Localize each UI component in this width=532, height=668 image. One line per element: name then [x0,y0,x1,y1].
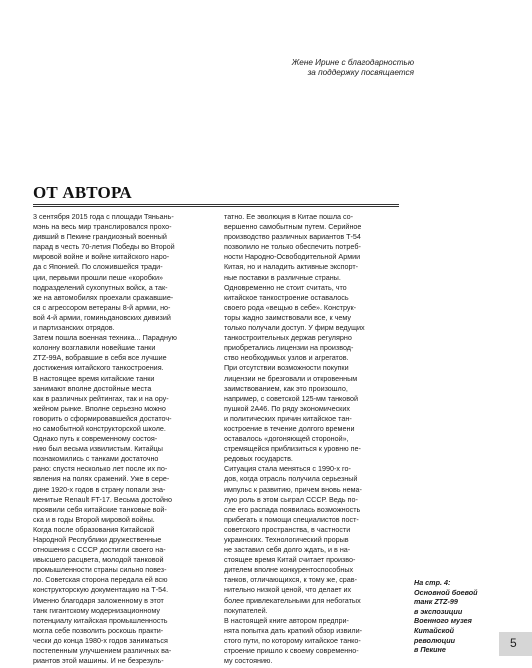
title-rule-top [33,204,399,205]
text-line: прибегать к помощи специалистов пост- [224,514,359,524]
text-line: китайское танкостроение оставалось [224,292,349,302]
text-line: танкостроительных держав регулярно [224,333,352,343]
text-line: дов, когда отрасль получила серьезный [224,474,358,484]
caption-line: революции [414,635,456,645]
caption-line: в Пекине [414,645,446,655]
text-line: ство необходимых узлов и агрегатов. [224,353,349,363]
text-line: говорить о сформировавшейся достаточ- [33,413,172,423]
text-line: Ситуация стала меняться с 1990-х го- [224,464,351,474]
text-line: танков, отличающихся, к тому же, срав- [224,575,358,585]
caption-line: танк ZTZ-99 [414,597,458,607]
text-line: стого пути, по которому китайское танко- [224,635,361,645]
text-line: приобретались лицензии на производ- [224,343,354,353]
caption-line: Основной боевой [414,587,478,597]
caption-line: в экспозиции [414,606,463,616]
text-line: и партизанских отрядов. [33,323,115,333]
text-line: пушкой 2А46. По ряду экономических [224,403,350,413]
text-line: оставалось «догоняющей стороной», [224,434,349,444]
text-line: нию был весьма извилистым. Китайцы [33,444,163,454]
text-line: импульс к развитию, причем вновь нема- [224,484,362,494]
text-line: как в различных рейтингах, так и на ору- [33,393,169,403]
text-line: ции, первыми прошли пеше «коробки» [33,272,163,282]
text-line: могла себе позволить роскошь практи- [33,625,164,635]
text-column-left [33,212,213,666]
text-line: 3 сентября 2015 года с площади Тяньань- [33,212,174,221]
text-line: мировой войне и войне китайского наро- [33,252,170,262]
text-line: нительно низкой ценой, что делает их [224,585,352,595]
text-line: только получали доступ. У фирм ведущих [224,323,365,333]
text-line: Именно благодаря заложенному в этот [33,595,164,605]
text-line: парад в честь 70-летия Победы во Второй [33,242,175,252]
text-line: колонну возглавили новейшие танки [33,343,156,353]
text-line: торы жадно заимствовали все, к чему [224,312,351,322]
text-line: достижения китайского танкостроения. [33,363,164,373]
text-line: дивший в Пекине грандиозный военный [33,232,167,242]
text-line: редовых государств. [224,454,293,464]
text-line: рано: спустя несколько лет после их по- [33,464,168,474]
dedication-line: за поддержку посвящается [307,68,414,77]
caption-line: Военного музея [414,616,472,626]
text-line: вой 4-й армии, гоминьдановских дивизий [33,312,171,322]
dedication [258,58,414,78]
text-line: му состоянию. [224,656,273,666]
text-line: стремящейся приблизиться к уровню пе- [224,444,361,454]
text-line: лицензии не брезговали и откровенным [224,373,358,383]
text-line: потенциалу китайская промышленность [33,615,168,625]
text-line: постепенным улучшением различных ва- [33,646,172,656]
text-line: Китая, но и наладить активные экспорт- [224,262,359,272]
text-line: позволило не только обеспечить потреб- [224,242,361,252]
text-line: например, с советской 125-мм танковой [224,393,359,403]
text-line: Народной Республики дружественные [33,535,162,544]
text-line: Одновременно не стоит считать, что [224,282,347,292]
text-line: покупателей. [224,605,268,615]
text-column-right [224,212,404,666]
text-line: В настоящей книге автором предпри- [224,615,349,625]
text-line: ло. Советская сторона передала ей всю [33,575,168,585]
text-line: дителем вполне конкурентоспособных [224,565,354,575]
text-line: познакомились с танками достаточно [33,454,159,464]
text-line: но самобытной конструкторской школе. [33,423,166,433]
text-line: украинских. Технологический прорыв [224,535,349,544]
page-title: ОТ АВТОРА [33,183,132,202]
text-line: заимствованием, как это произошло, [224,383,348,393]
text-line: отношения с СССР достигли своего на- [33,545,166,555]
text-line: чески до конца 1980-х годов заниматься [33,635,168,645]
text-line: же на автомобилях проехали сражавшие- [33,292,174,302]
page-number: 5 [510,636,517,650]
text-line: вершенно самобытным путем. Серийное [224,222,362,232]
text-line: мэнь на весь мир транслировался прохо- [33,222,172,232]
text-line: явления на полях сражений. Уже в сере- [33,474,170,484]
caption-line: На стр. 4: [414,578,451,587]
text-line: промышленности страны сильно повез- [33,565,167,575]
text-line: сле его распада появилась возможность [224,504,361,514]
text-line: ивысшего расцвета, молодой танковой [33,555,164,565]
text-line: да с Японией. По сложившейся тради- [33,262,163,272]
text-line: ности Народно-Освободительной Армии [224,252,361,262]
text-line: риантов этой машины. И не безрезуль- [33,656,164,666]
text-line: стоящее время Китай считает произво- [224,555,356,565]
text-line: жейном рынке. Вполне серьезно можно [33,403,166,413]
text-line: более привлекательными для небогатых [224,595,361,605]
text-line: Однако путь к современному состоя- [33,434,158,444]
text-line: В настоящее время китайские танки [33,373,155,383]
title-rule-bottom [33,206,399,207]
text-line: ся с агрессором ветераны 8-й армии, но- [33,302,171,312]
dedication-line: Жене Ирине с благодарностью [291,58,414,67]
text-line: строение пришло к своему современно- [224,646,359,656]
text-line: и политических причин китайское тан- [224,413,352,423]
text-line: советского пространства, в частности [224,524,351,534]
text-line: Когда после образования Китайской [33,524,155,534]
text-line: ные поставки в различные страны. [224,272,341,282]
text-line: своего рода «вещью в себе». Конструк- [224,302,357,312]
text-line: менитые Renault FT-17. Весьма достойно [33,494,172,504]
caption-line: Китайской [414,625,455,635]
text-line: татно. Ее эволюция в Китае пошла со- [224,212,354,221]
text-line: дине 1920-х годов в страну попали зна- [33,484,166,494]
text-line: ска и в годы Второй мировой войны. [33,514,155,524]
text-line: нята попытка дать краткий обзор извили- [224,625,363,635]
text-line: лую роль в этом сыграл СССР. Ведь по- [224,494,358,504]
text-line: ZTZ-99А, вобравшие в себя все лучшие [33,353,167,363]
text-line: проявили себя китайские танковые вой- [33,504,167,514]
text-line: производство различных вариантов Т-54 [224,232,361,242]
text-line: подразделений сухопутных войск, а так- [33,282,168,292]
text-line: Затем пошла военная техника... Парадную [33,333,177,343]
text-line: При отсутствии возможности покупки [224,363,349,373]
photo-caption [414,578,506,655]
text-line: костроение в течение долгого времени [224,423,355,433]
text-line: не заставил себя долго ждать, и в на- [224,545,351,555]
text-line: танк гигантскому модернизационному [33,605,160,615]
text-line: конструкторскую документацию на Т-54. [33,585,169,595]
text-line: занимают вполне достойные места [33,383,152,393]
